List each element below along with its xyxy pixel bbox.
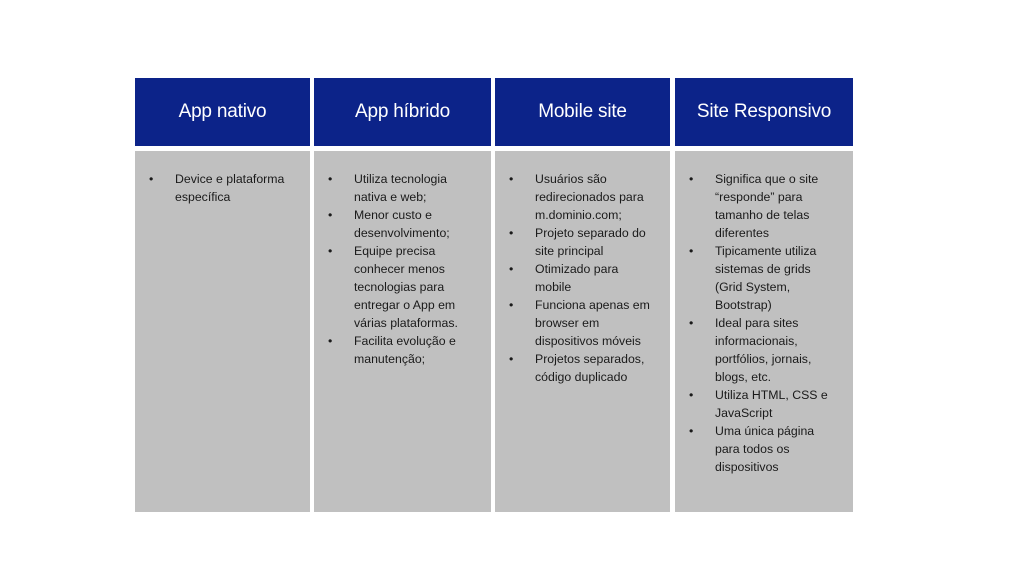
bullet-icon: • (328, 208, 333, 222)
list-item: • Tipicamente utiliza sistemas de grids (Grid System, Bootstrap) (689, 244, 817, 312)
column-app-nativo (135, 78, 310, 512)
column-site-responsivo (675, 78, 853, 512)
list-item: • Significa que o site “responde” para tamanho de telas diferentes (689, 172, 819, 240)
list-item: • Utiliza HTML, CSS e JavaScript (689, 388, 828, 420)
bullet-icon: • (689, 388, 694, 402)
bullet-list (328, 170, 477, 368)
bullet-icon: • (509, 352, 514, 366)
bullet-icon: • (509, 226, 514, 240)
bullet-list (509, 170, 656, 386)
column-app-hibrido (314, 78, 491, 512)
list-item: • Funciona apenas em browser em dispositivos móveis (509, 298, 650, 348)
column-title: App nativo (178, 101, 267, 122)
bullet-icon: • (509, 298, 514, 312)
list-item: • Ideal para sites informacionais, portfólios, jornais, blogs, etc. (689, 316, 812, 384)
column-header (314, 78, 491, 146)
bullet-icon: • (328, 172, 333, 186)
column-title: App híbrido (355, 101, 450, 122)
column-mobile-site (495, 78, 670, 512)
column-header (675, 78, 853, 146)
bullet-icon: • (509, 172, 514, 186)
bullet-list (149, 170, 296, 206)
list-item: • Device e plataforma específica (149, 172, 285, 204)
list-item: • Otimizado para mobile (509, 262, 619, 294)
bullet-icon: • (328, 334, 333, 348)
column-body (314, 151, 491, 512)
list-item: • Projeto separado do site principal (509, 226, 646, 258)
list-item: • Uma única página para todos os dispositivos (689, 424, 815, 474)
list-item: • Facilita evolução e manutenção; (328, 334, 456, 366)
bullet-icon: • (689, 316, 694, 330)
list-item: • Menor custo e desenvolvimento; (328, 208, 450, 240)
bullet-icon: • (689, 172, 694, 186)
bullet-icon: • (328, 244, 333, 258)
list-item: • Usuários são redirecionados para m.dominio.com; (509, 172, 644, 222)
column-body (135, 151, 310, 512)
column-body (675, 151, 853, 512)
column-title: Mobile site (538, 101, 627, 122)
bullet-icon: • (689, 244, 694, 258)
bullet-icon: • (509, 262, 514, 276)
list-item: • Utiliza tecnologia nativa e web; (328, 172, 447, 204)
column-header (495, 78, 670, 146)
column-body (495, 151, 670, 512)
column-header (135, 78, 310, 146)
list-item: • Projetos separados, código duplicado (509, 352, 645, 384)
list-item: • Equipe precisa conhecer menos tecnologias para entregar o App em várias plataformas. (328, 244, 458, 330)
bullet-list (689, 170, 839, 476)
bullet-icon: • (149, 172, 154, 186)
column-title: Site Responsivo (696, 101, 832, 122)
bullet-icon: • (689, 424, 694, 438)
